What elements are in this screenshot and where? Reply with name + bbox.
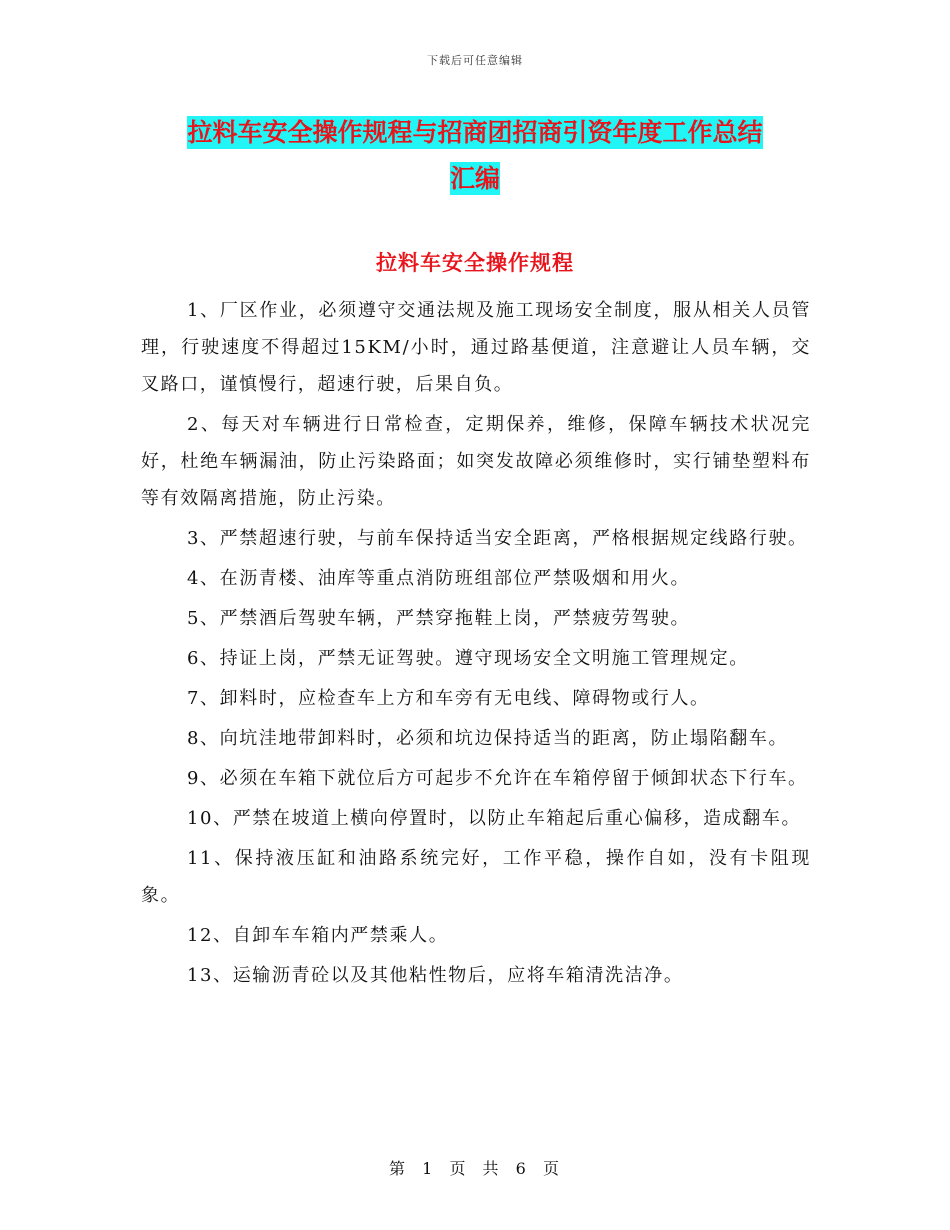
paragraph-7: 7、卸料时，应检查车上方和车旁有无电线、障碍物或行人。 <box>187 688 710 709</box>
document-title-line1: 拉料车安全操作规程与招商团招商引资年度工作总结 <box>187 118 763 147</box>
paragraph-1: 1、厂区作业，必须遵守交通法规及施工现场安全制度，服从相关人员管理，行驶速度不得超过15KM/小时，通过路基便道，注意避让人员车辆，交叉路口，谨慎慢行，超速行驶，后果自负。 <box>141 300 811 395</box>
paragraph-5: 5、严禁酒后驾驶车辆，严禁穿拖鞋上岗，严禁疲劳驾驶。 <box>187 608 691 629</box>
page-footer <box>0 1156 950 1179</box>
footer-suffix: 页 <box>542 1159 561 1178</box>
paragraph-13: 13、运输沥青砼以及其他粘性物后，应将车箱清洗洁净。 <box>187 965 684 986</box>
footer-total-pages: 6 <box>515 1159 528 1178</box>
footer-prefix: 第 <box>389 1159 408 1178</box>
section-title: 拉料车安全操作规程 <box>376 251 574 275</box>
paragraph-6: 6、持证上岗，严禁无证驾驶。遵守现场安全文明施工管理规定。 <box>187 648 749 669</box>
header-note: 下载后可任意编辑 <box>427 54 523 67</box>
footer-total-label: 共 <box>482 1159 501 1178</box>
paragraph-12: 12、自卸车车箱内严禁乘人。 <box>187 925 449 946</box>
paragraph-4: 4、在沥青楼、油库等重点消防班组部位严禁吸烟和用火。 <box>187 568 691 589</box>
footer-page-label: 页 <box>449 1159 468 1178</box>
paragraph-11: 11、保持液压缸和油路系统完好，工作平稳，操作自如，没有卡阻现象。 <box>141 848 811 906</box>
paragraph-9: 9、必须在车箱下就位后方可起步不允许在车箱停留于倾卸状态下行车。 <box>187 768 808 789</box>
paragraph-8: 8、向坑洼地带卸料时，必须和坑边保持适当的距离，防止塌陷翻车。 <box>187 728 789 749</box>
document-body <box>141 292 811 997</box>
footer-page-number: 1 <box>422 1159 435 1178</box>
paragraph-3: 3、严禁超速行驶，与前车保持适当安全距离，严格根据规定线路行驶。 <box>187 528 808 549</box>
paragraph-2: 2、每天对车辆进行日常检查，定期保养，维修，保障车辆技术状况完好，杜绝车辆漏油，防止污染路面；如突发故障必须维修时，实行铺垫塑料布等有效隔离措施，防止污染。 <box>141 414 811 509</box>
document-title <box>140 110 810 202</box>
paragraph-10: 10、严禁在坡道上横向停置时，以防止车箱起后重心偏移，造成翻车。 <box>187 808 802 829</box>
document-title-line2: 汇编 <box>449 164 500 193</box>
